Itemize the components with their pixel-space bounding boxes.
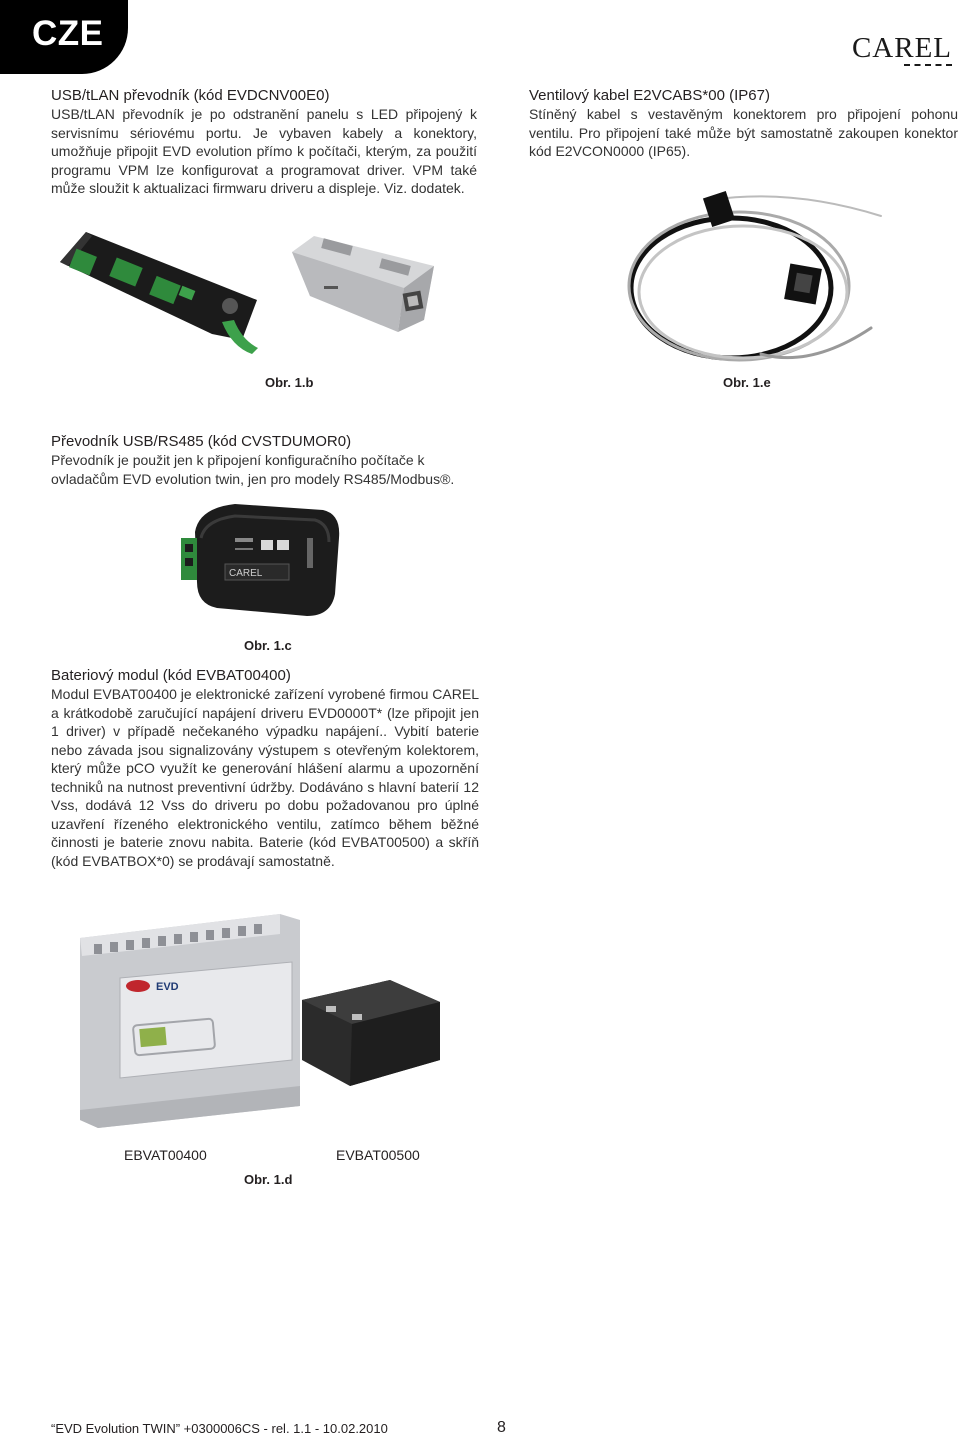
figure-caption-1e: Obr. 1.e <box>723 375 771 390</box>
device-brand-label: CAREL <box>229 568 263 579</box>
section-title: Ventilový kabel E2VCABS*00 (IP67) <box>529 87 770 104</box>
section-battery-module <box>51 666 479 870</box>
usb-tlan-converter-photo <box>52 222 452 367</box>
section-valve-cable <box>529 86 958 161</box>
valve-cable-photo <box>611 188 891 378</box>
language-tab <box>0 0 128 74</box>
section-body: USB/tLAN převodník je po odstranění panelu s LED připojený k servisnímu sériovému portu. Je vybaven kabely a konektory, umožňuje připojit EVD evolution přímo k počítači, kterým, za použití programu VPM lze konfigurovat a programovat driver. VPM také může sloužit k aktualizaci firmwaru driveru a displeje. Viz. dodatek. <box>51 106 477 196</box>
section-title: Převodník USB/RS485 (kód CVSTDUMOR0) <box>51 433 352 450</box>
section-body: Převodník je použit jen k připojení konfiguračního počítače k ovladačům EVD evolution twin, jen pro modely RS485/Modbus®. <box>51 452 455 487</box>
battery-module-photo <box>70 910 450 1135</box>
section-usb-rs485 <box>51 432 491 488</box>
language-label: CZE <box>32 14 104 53</box>
product-label-module: EBVAT00400 <box>124 1147 207 1163</box>
brand-underline <box>904 64 952 68</box>
section-usb-tlan <box>51 86 477 198</box>
section-title: Bateriový modul (kód EVBAT00400) <box>51 667 291 684</box>
product-label-battery: EVBAT00500 <box>336 1147 420 1163</box>
figure-caption-1c: Obr. 1.c <box>244 638 292 653</box>
section-body: Stíněný kabel s vestavěným konektorem pro připojení pohonu ventilu. Pro připojení také může být samostatně zakoupen konektor kód E2VCON0000 (IP65). <box>529 106 958 159</box>
section-title: USB/tLAN převodník (kód EVDCNV00E0) <box>51 87 330 104</box>
usb-rs485-converter-photo <box>175 498 345 622</box>
page-number: 8 <box>497 1419 506 1436</box>
brand-logo: CAREL <box>851 32 952 64</box>
module-label: EVD <box>156 981 179 993</box>
figure-caption-1d: Obr. 1.d <box>244 1172 293 1187</box>
section-body: Modul EVBAT00400 je elektronické zařízení vyrobené firmou CAREL a krátkodobě zaručující napájení driveru EVD0000T* (lze připojit jen 1 driver) v případě nečekaného výpadku napájení.. Vybití baterie nebo závada jsou signalizovány výstupem s otevřeným kolektorem, který může pCO využít ke generování hlášení alarmu a upozornění techniků na nutnost preventivní údržby. Dodáváno s hlavní baterií 12 Vss, dodává 12 Vss do driveru po dobu požadovanou pro úplné uzavření řízeného elektronického ventilu, zatímco během běžné činnosti je baterie znovu nabita. Baterie (kód EVBAT00500) a skříň (kód EVBATBOX*0) se prodávají samostatně. <box>51 686 479 869</box>
footer-text: “EVD Evolution TWIN” +0300006CS - rel. 1.1 - 10.02.2010 <box>51 1421 388 1436</box>
figure-caption-1b: Obr. 1.b <box>265 375 314 390</box>
